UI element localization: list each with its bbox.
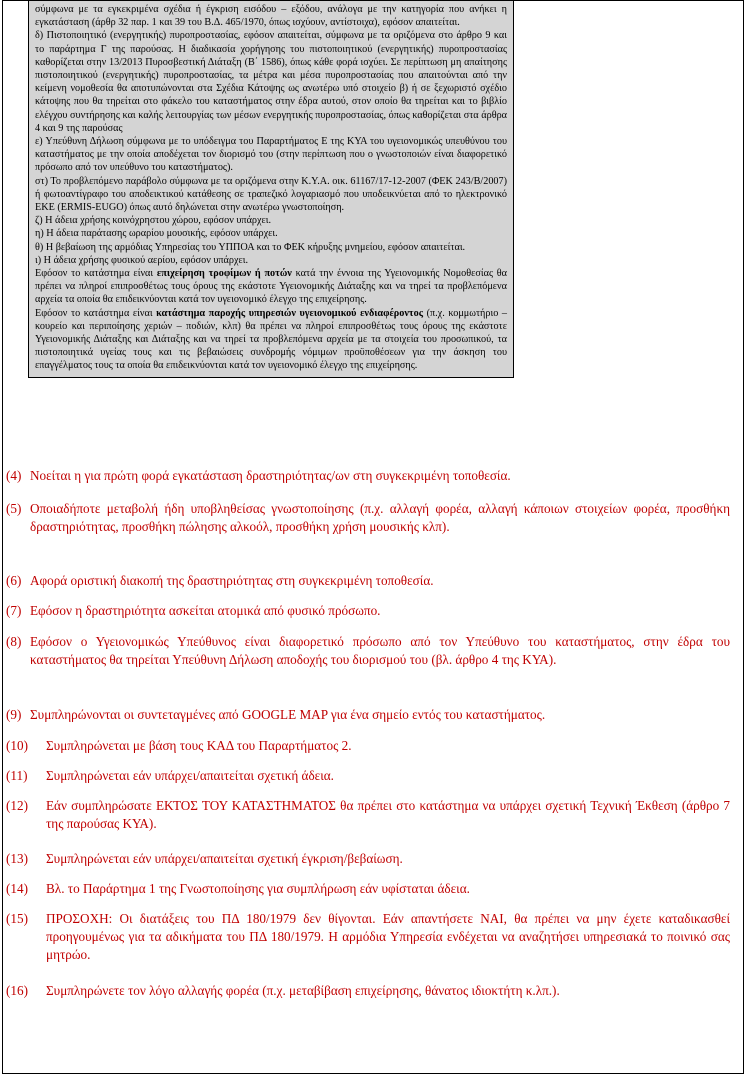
paragraph-common-space: ζ) Η άδεια χρήσης κοινόχρηστου χώρου, εφόσον υπάρχει. <box>35 215 272 227</box>
note-4: (4) Νοείται η για πρώτη φορά εγκατάσταση δραστηριότητας/ων στη συγκεκριμένη τοποθεσία. <box>6 468 511 483</box>
paragraph-natural-gas: ι) Η άδεια χρήσης φυσικού αερίου, εφόσον υπάρχει. <box>35 254 249 266</box>
note-7: (7) Εφόσον η δραστηριότητα ασκείται ατομικά από φυσικό πρόσωπο. <box>6 603 381 618</box>
note-6: (6) Αφορά οριστική διακοπή της δραστηριότητας στη συγκεκριμένη τοποθεσία. <box>6 573 434 588</box>
note-10: (10) Συμπληρώνεται με βάση τους ΚΑΔ του Παραρτήματος 2. <box>6 738 352 753</box>
note-11: (11) Συμπληρώνεται εάν υπάρχει/απαιτείται σχετική άδεια. <box>6 768 334 783</box>
paragraph-health-services: Εφόσον το κατάστημα είναι κατάστημα παροχής υπηρεσιών υγειονομικού ενδιαφέροντος (π.χ. κομμωτήριο – κουρείο και περιποίησης χεριών – ποδιών, κλπ) θα πρέπει να πληροί επιπροσθέτως τους όρους της εκάστοτε Υγειονομικής Διάταξης και Διάταξης και να τηρεί τα προβλεπόμενα αρχεία με τα στοιχεία του προσωπικού, τα πιστοποιητικά υγείας τους και τις βεβαιώσεις συνδρομής νόμιμων προϋποθέσεων για την άσκηση του επαγγέλματος τους τα οποία θα επιδεικνύονται κατά τον υγειονομικό έλεγχο της επιχείρησης. <box>35 307 507 372</box>
paragraph-intro: σύμφωνα με τα εγκεκριμένα σχέδια ή έγκριση εισόδου – εξόδου, ανάλογα με την κατηγορία που ανήκει η εγκατάσταση (άρθρ 32 παρ. 1 και 39 του Β.Δ. 465/1970, όπως ισχύουν, αντίστοιχα), εφόσον απαιτείται. <box>35 4 507 29</box>
health-services-bold: κατάστημα παροχής υπηρεσιών υγειονομικού ενδιαφέροντος <box>156 307 423 319</box>
requirements-box <box>28 0 514 378</box>
note-12: (12) Εάν συμπληρώσατε ΕΚΤΟΣ ΤΟΥ ΚΑΤΑΣΤΗΜΑΤΟΣ θα πρέπει στο κατάστημα να υπάρχει σχετική Τεχνική Έκθεση (άρθρο 7 της παρούσας ΚΥΑ). <box>6 798 730 831</box>
paragraph-fee: στ) Το προβλεπόμενο παράβολο σύμφωνα με τα οριζόμενα στην Κ.Υ.Α. οικ. 61167/17-12-2007 (ΦΕΚ 243/Β/2007) ή φωτοαντίγραφο του αποδεικτικού κατάθεσης σε τραπεζικό λογαριασμό που υποδεικνύεται από το ηλεκτρονικό ΕΚΕ (ERMIS-EUGO) όπως αυτό δηλώνεται στην ανωτέρω γνωστοποίηση. <box>35 175 507 214</box>
food-business-bold: επιχείρηση τροφίμων ή ποτών <box>156 268 292 280</box>
note-15: (15) ΠΡΟΣΟΧΗ: Οι διατάξεις του ΠΔ 180/1979 δεν θίγονται. Εάν απαντήσετε ΝΑΙ, θα πρέπει να μην έχετε καταδικασθεί προηγουμένως για τα αδικήματα του ΠΔ 180/1979. Η αρμόδια Υπηρεσία ενδέχεται να αναζητήσει υπηρεσιακά το ποινικό σας μητρώο. <box>6 911 730 962</box>
note-13: (13) Συμπληρώνεται εάν υπάρχει/απαιτείται σχετική έγκριση/βεβαίωση. <box>6 851 403 866</box>
paragraph-music-hours: η) Η άδεια παράτασης ωραρίου μουσικής, εφόσον υπάρχει. <box>35 228 278 240</box>
note-8: (8) Εφόσον ο Υγειονομικώς Υπεύθυνος είναι διαφορετικό πρόσωπο από τον Υπεύθυνο του καταστήματος, στην έδρα του καταστήματος θα τηρείται Υπεύθυνη Δήλωση αποδοχής του διορισμού του (βλ. άρθρο 4 της ΚΥΑ). <box>6 634 730 667</box>
note-5: (5) Οποιαδήποτε μεταβολή ήδη υποβληθείσας γνωστοποίησης (π.χ. αλλαγή φορέα, αλλαγή κάποιων στοιχείων φορέα, προσθήκη δραστηριότητας, προσθήκη πώλησης αλκοόλ, προσθήκη χρήση μουσικής κλπ). <box>6 501 730 534</box>
paragraph-food-business: Εφόσον το κατάστημα είναι επιχείρηση τροφίμων ή ποτών κατά την έννοια της Υγειονομικής Νομοθεσίας θα πρέπει να πληροί επιπροσθέτως τους όρους της εκάστοτε Υγειονομικής Διάταξης και να τηρεί τα προβλεπόμενα αρχεία τα οποία θα επιδεικνύονται κατά τον υγειονομικό έλεγχο της επιχείρησης. <box>35 268 508 306</box>
paragraph-responsible-declaration: ε) Υπεύθυνη Δήλωση σύμφωνα με το υπόδειγμα του Παραρτήματος Ε της ΚΥΑ του υγειονομικώς υπευθύνου του καταστήματος με την οποία αποδέχεται τον διορισμό του (στην περίπτωση που ο γνωστοποιών είναι διαφορετικό πρόσωπο από τον υπεύθυνο του καταστήματος). <box>35 136 507 174</box>
note-9: (9) Συμπληρώνονται οι συντεταγμένες από GOOGLE MAP για ένα σημείο εντός του καταστήματος. <box>6 707 546 722</box>
note-14: (14) Βλ. το Παράρτημα 1 της Γνωστοποίησης για συμπλήρωση εάν υφίσταται άδεια. <box>6 881 470 896</box>
paragraph-fire-certificate: δ) Πιστοποιητικό (ενεργητικής) πυροπροστασίας, εφόσον απαιτείται, σύμφωνα με τα οριζόμενα στο άρθρο 9 και το παράρτημα Γ της παρούσας. Η διαδικασία χορήγησης του πιστοποιητικού (ενεργητικής) πυροπροστασίας καθορίζεται στην 13/2013 Πυροσβεστική Διάταξη (Β΄ 1586), όπως κάθε φορά ισχύει. Σε περίπτωση μη απαίτησης πιστοποιητικού (ενεργητικής) πυροπροστασίας, τα μέτρα και μέσα πυροπροστασίας που απαιτούνται από την κείμενη νομοθεσία θα αποτυπώνονται στα Σχέδια Κάτοψης ως ανωτέρω υπό στοιχείο β) ή σε ξεχωριστό σχέδιο κάτοψης που θα τηρείται στο φάκελο του καταστήματος στην έδρα αυτού, στον οποίο θα τηρείται και το βιβλίο ελέγχου συντήρησης και καλής λειτουργίας των μέσων ενεργητικής πυροπροστασίας, όπως καθορίζεται στα άρθρα 4 και 9 της παρούσας <box>35 30 507 134</box>
note-16: (16) Συμπληρώνετε τον λόγο αλλαγής φορέα (π.χ. μεταβίβαση επιχείρησης, θάνατος ιδιοκτήτη κ.λπ.). <box>6 983 560 998</box>
paragraph-monument: θ) Η βεβαίωση της αρμόδιας Υπηρεσίας του ΥΠΠΟΑ και το ΦΕΚ κήρυξης μνημείου, εφόσον απαιτείται. <box>35 241 466 253</box>
